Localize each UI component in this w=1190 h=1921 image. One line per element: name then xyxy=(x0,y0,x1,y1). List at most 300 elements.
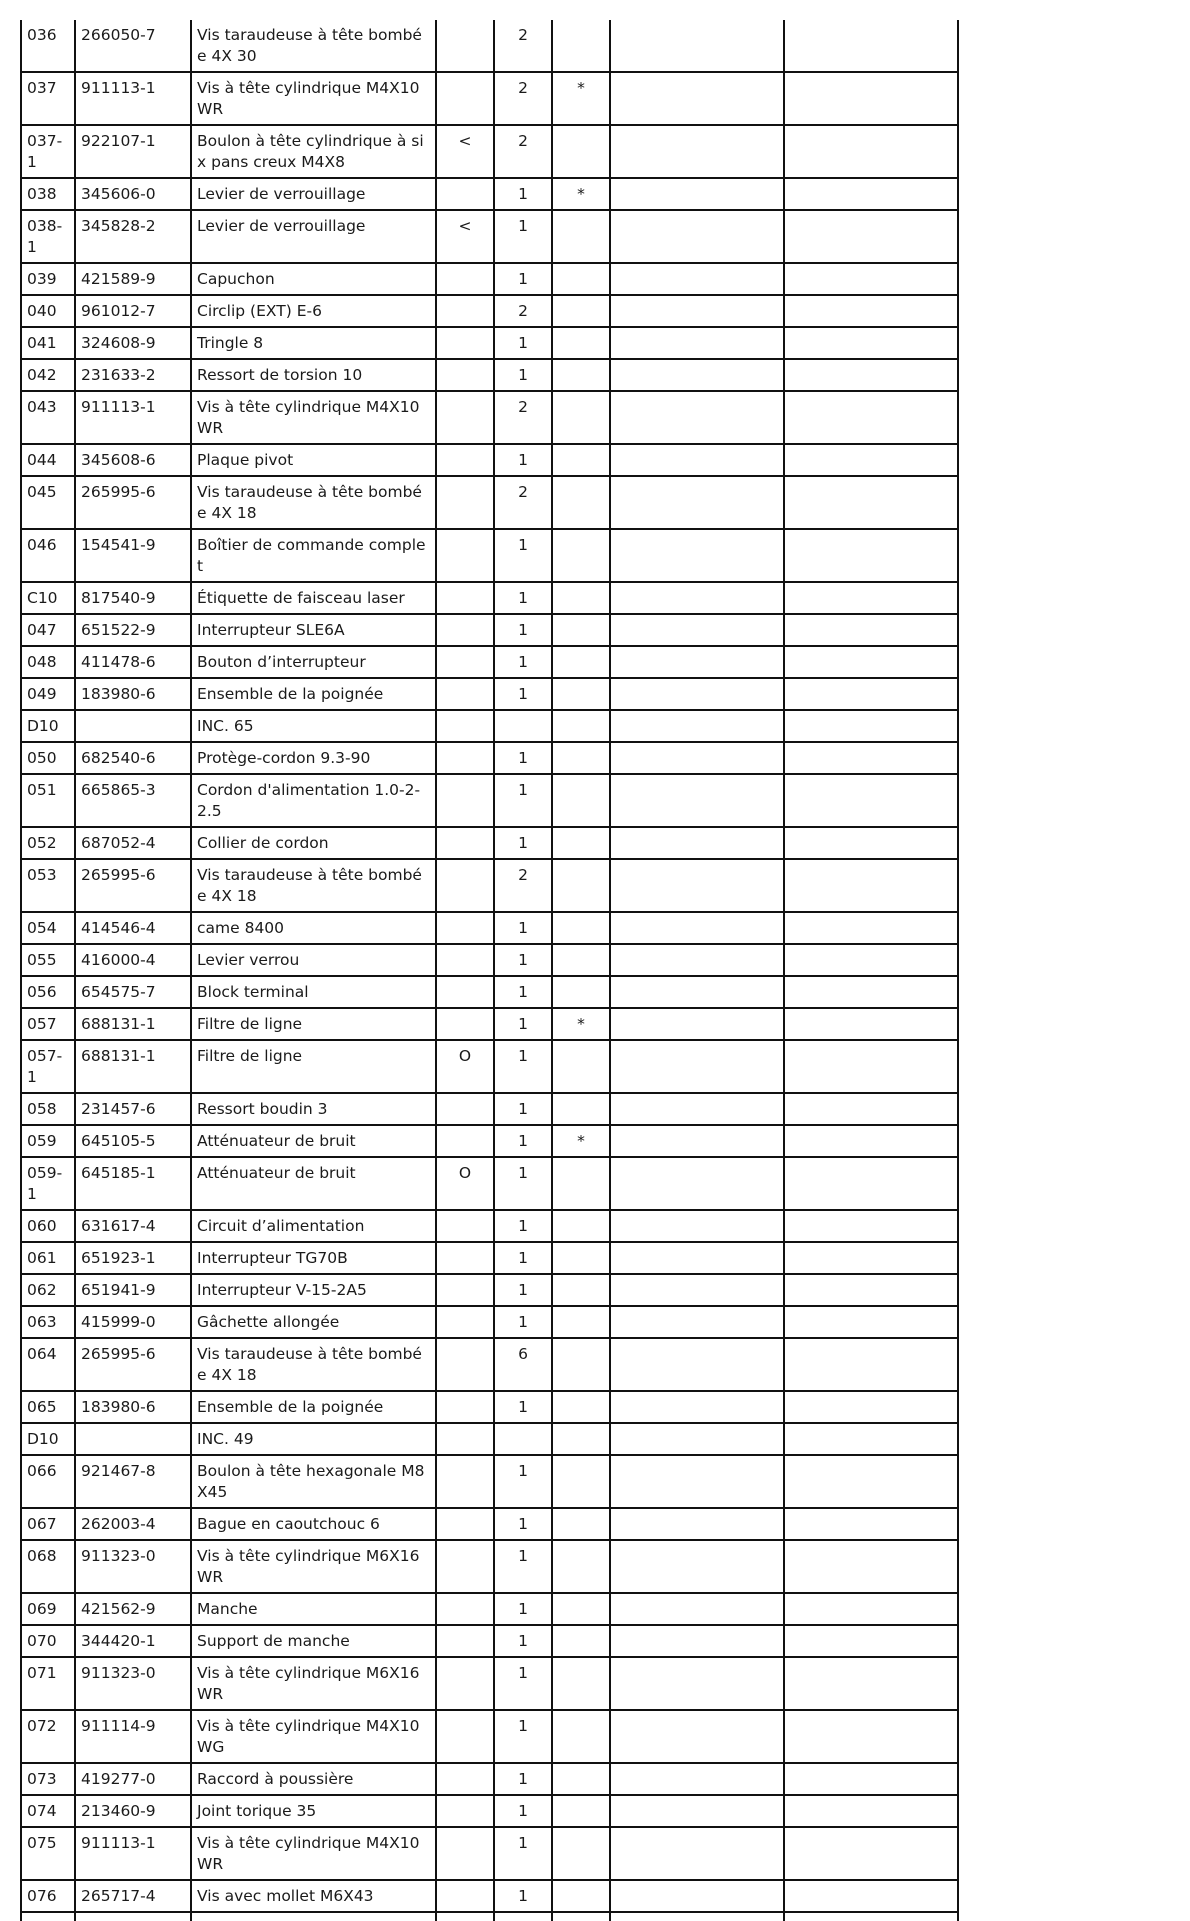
table-row xyxy=(21,678,958,710)
part-number-cell: 651522-9 xyxy=(75,614,191,646)
note-mark-cell xyxy=(552,1391,610,1423)
note-mark-cell xyxy=(552,1710,610,1763)
change-mark-cell xyxy=(436,1593,494,1625)
quantity-cell: 1 xyxy=(494,614,552,646)
note-mark-cell xyxy=(552,1093,610,1125)
note-mark-cell xyxy=(552,1827,610,1880)
quantity-cell xyxy=(494,710,552,742)
part-number-cell: 345606-0 xyxy=(75,178,191,210)
item-number-cell: 055 xyxy=(21,944,75,976)
item-number-cell: 042 xyxy=(21,359,75,391)
note-mark-cell xyxy=(552,1242,610,1274)
table-continuation-row xyxy=(21,1912,958,1921)
change-mark-cell xyxy=(436,178,494,210)
quantity-cell: 6 xyxy=(494,1338,552,1391)
change-mark-cell xyxy=(436,1540,494,1593)
change-mark-cell xyxy=(436,1306,494,1338)
blank-cell-2 xyxy=(784,1795,958,1827)
item-number-cell: 038-1 xyxy=(21,210,75,263)
part-number-cell: 345608-6 xyxy=(75,444,191,476)
description-cell: Atténuateur de bruit xyxy=(191,1125,436,1157)
change-mark-cell: O xyxy=(436,1040,494,1093)
description-cell: Filtre de ligne xyxy=(191,1008,436,1040)
table-row xyxy=(21,582,958,614)
quantity-cell: 2 xyxy=(494,295,552,327)
change-mark-cell xyxy=(436,1625,494,1657)
blank-cell-2 xyxy=(784,359,958,391)
note-mark-cell xyxy=(552,710,610,742)
description-cell: Vis taraudeuse à tête bombée 4X 18 xyxy=(191,859,436,912)
blank-cell-1 xyxy=(610,1763,784,1795)
table-row xyxy=(21,391,958,444)
part-number-cell: 231633-2 xyxy=(75,359,191,391)
quantity-cell: 1 xyxy=(494,1040,552,1093)
item-number-cell: 064 xyxy=(21,1338,75,1391)
table-row xyxy=(21,1593,958,1625)
part-number-cell: 419277-0 xyxy=(75,1763,191,1795)
change-mark-cell xyxy=(436,1242,494,1274)
part-number-cell: 911323-0 xyxy=(75,1657,191,1710)
description-cell: Capuchon xyxy=(191,263,436,295)
blank-cell-1 xyxy=(610,944,784,976)
quantity-cell: 1 xyxy=(494,827,552,859)
description-cell: Ensemble de la poignée xyxy=(191,1391,436,1423)
description-cell: Boulon à tête hexagonale M8X45 xyxy=(191,1455,436,1508)
blank-cell-1 xyxy=(610,710,784,742)
note-mark-cell xyxy=(552,742,610,774)
item-number-cell: 058 xyxy=(21,1093,75,1125)
note-mark-cell xyxy=(552,20,610,72)
blank-cell-2 xyxy=(784,774,958,827)
part-number-cell: 183980-6 xyxy=(75,1391,191,1423)
blank-cell-1 xyxy=(610,178,784,210)
change-mark-cell xyxy=(436,391,494,444)
description-cell: Tringle 8 xyxy=(191,327,436,359)
quantity-cell: 2 xyxy=(494,859,552,912)
part-number-cell: 183980-6 xyxy=(75,678,191,710)
item-number-cell: 048 xyxy=(21,646,75,678)
change-mark-cell xyxy=(436,774,494,827)
blank-cell-1 xyxy=(610,1593,784,1625)
table-row xyxy=(21,263,958,295)
change-mark-cell xyxy=(436,944,494,976)
blank-cell-1 xyxy=(610,210,784,263)
quantity-cell: 2 xyxy=(494,391,552,444)
continuation-cell xyxy=(784,1912,958,1921)
change-mark-cell xyxy=(436,1827,494,1880)
item-number-cell: 057-1 xyxy=(21,1040,75,1093)
part-number-cell: 688131-1 xyxy=(75,1040,191,1093)
table-row xyxy=(21,1827,958,1880)
item-number-cell: 038 xyxy=(21,178,75,210)
blank-cell-2 xyxy=(784,1827,958,1880)
item-number-cell: 037-1 xyxy=(21,125,75,178)
part-number-cell: 911113-1 xyxy=(75,391,191,444)
part-number-cell: 411478-6 xyxy=(75,646,191,678)
item-number-cell: 051 xyxy=(21,774,75,827)
part-number-cell: 414546-4 xyxy=(75,912,191,944)
part-number-cell: 416000-4 xyxy=(75,944,191,976)
part-number-cell: 265995-6 xyxy=(75,859,191,912)
change-mark-cell xyxy=(436,1338,494,1391)
item-number-cell: 057 xyxy=(21,1008,75,1040)
blank-cell-2 xyxy=(784,859,958,912)
part-number-cell: 911323-0 xyxy=(75,1540,191,1593)
table-row xyxy=(21,774,958,827)
blank-cell-1 xyxy=(610,72,784,125)
part-number-cell: 262003-4 xyxy=(75,1508,191,1540)
change-mark-cell xyxy=(436,529,494,582)
change-mark-cell xyxy=(436,646,494,678)
note-mark-cell xyxy=(552,646,610,678)
note-mark-cell xyxy=(552,210,610,263)
blank-cell-2 xyxy=(784,444,958,476)
blank-cell-1 xyxy=(610,1508,784,1540)
note-mark-cell xyxy=(552,391,610,444)
blank-cell-2 xyxy=(784,1625,958,1657)
table-row xyxy=(21,614,958,646)
blank-cell-2 xyxy=(784,1306,958,1338)
quantity-cell: 2 xyxy=(494,125,552,178)
blank-cell-2 xyxy=(784,72,958,125)
change-mark-cell: < xyxy=(436,125,494,178)
blank-cell-1 xyxy=(610,391,784,444)
change-mark-cell xyxy=(436,327,494,359)
blank-cell-1 xyxy=(610,1540,784,1593)
description-cell: Vis à tête cylindrique M4X10 WG xyxy=(191,1710,436,1763)
part-number-cell: 687052-4 xyxy=(75,827,191,859)
part-number-cell: 231457-6 xyxy=(75,1093,191,1125)
quantity-cell: 1 xyxy=(494,359,552,391)
description-cell: Vis à tête cylindrique M6X16 WR xyxy=(191,1540,436,1593)
blank-cell-2 xyxy=(784,1274,958,1306)
quantity-cell: 1 xyxy=(494,774,552,827)
table-row xyxy=(21,295,958,327)
table-row xyxy=(21,1455,958,1508)
blank-cell-1 xyxy=(610,859,784,912)
blank-cell-1 xyxy=(610,1210,784,1242)
change-mark-cell xyxy=(436,1210,494,1242)
table-row xyxy=(21,1338,958,1391)
table-row xyxy=(21,125,958,178)
description-cell: Collier de cordon xyxy=(191,827,436,859)
table-row xyxy=(21,476,958,529)
note-mark-cell xyxy=(552,944,610,976)
description-cell: Boîtier de commande complet xyxy=(191,529,436,582)
note-mark-cell xyxy=(552,1508,610,1540)
note-mark-cell xyxy=(552,976,610,1008)
continuation-cell xyxy=(21,1912,75,1921)
description-cell: Interrupteur V-15-2A5 xyxy=(191,1274,436,1306)
blank-cell-2 xyxy=(784,1880,958,1912)
quantity-cell: 1 xyxy=(494,1455,552,1508)
description-cell: Vis à tête cylindrique M4X10 WR xyxy=(191,72,436,125)
blank-cell-2 xyxy=(784,1125,958,1157)
blank-cell-1 xyxy=(610,1242,784,1274)
blank-cell-2 xyxy=(784,295,958,327)
blank-cell-1 xyxy=(610,1795,784,1827)
note-mark-cell xyxy=(552,476,610,529)
table-row xyxy=(21,1210,958,1242)
blank-cell-1 xyxy=(610,1093,784,1125)
blank-cell-2 xyxy=(784,827,958,859)
quantity-cell xyxy=(494,1423,552,1455)
blank-cell-2 xyxy=(784,678,958,710)
blank-cell-2 xyxy=(784,1710,958,1763)
table-row xyxy=(21,1008,958,1040)
part-number-cell: 961012-7 xyxy=(75,295,191,327)
note-mark-cell xyxy=(552,1880,610,1912)
item-number-cell: 037 xyxy=(21,72,75,125)
change-mark-cell xyxy=(436,20,494,72)
continuation-cell xyxy=(494,1912,552,1921)
item-number-cell: 065 xyxy=(21,1391,75,1423)
change-mark-cell xyxy=(436,1508,494,1540)
blank-cell-1 xyxy=(610,1827,784,1880)
change-mark-cell xyxy=(436,444,494,476)
table-row xyxy=(21,529,958,582)
item-number-cell: 059 xyxy=(21,1125,75,1157)
change-mark-cell xyxy=(436,1880,494,1912)
part-number-cell: 645105-5 xyxy=(75,1125,191,1157)
blank-cell-2 xyxy=(784,710,958,742)
table-row xyxy=(21,1157,958,1210)
part-number-cell: 682540-6 xyxy=(75,742,191,774)
note-mark-cell xyxy=(552,1455,610,1508)
table-row xyxy=(21,1306,958,1338)
quantity-cell: 1 xyxy=(494,1710,552,1763)
item-number-cell: 059-1 xyxy=(21,1157,75,1210)
blank-cell-2 xyxy=(784,1540,958,1593)
continuation-cell xyxy=(75,1912,191,1921)
quantity-cell: 1 xyxy=(494,1242,552,1274)
note-mark-cell xyxy=(552,295,610,327)
quantity-cell: 1 xyxy=(494,178,552,210)
continuation-cell xyxy=(610,1912,784,1921)
table-row xyxy=(21,20,958,72)
blank-cell-2 xyxy=(784,614,958,646)
quantity-cell: 1 xyxy=(494,1795,552,1827)
note-mark-cell xyxy=(552,582,610,614)
note-mark-cell xyxy=(552,263,610,295)
description-cell: Block terminal xyxy=(191,976,436,1008)
blank-cell-1 xyxy=(610,1040,784,1093)
item-number-cell: 046 xyxy=(21,529,75,582)
quantity-cell: 1 xyxy=(494,1391,552,1423)
description-cell: Ressort de torsion 10 xyxy=(191,359,436,391)
blank-cell-1 xyxy=(610,529,784,582)
blank-cell-1 xyxy=(610,1125,784,1157)
blank-cell-2 xyxy=(784,1657,958,1710)
change-mark-cell xyxy=(436,678,494,710)
part-number-cell: 265995-6 xyxy=(75,1338,191,1391)
blank-cell-2 xyxy=(784,1157,958,1210)
part-number-cell: 922107-1 xyxy=(75,125,191,178)
note-mark-cell xyxy=(552,1657,610,1710)
quantity-cell: 1 xyxy=(494,1008,552,1040)
note-mark-cell: * xyxy=(552,72,610,125)
quantity-cell: 2 xyxy=(494,20,552,72)
note-mark-cell xyxy=(552,827,610,859)
table-row xyxy=(21,710,958,742)
blank-cell-1 xyxy=(610,263,784,295)
table-row xyxy=(21,72,958,125)
change-mark-cell xyxy=(436,1657,494,1710)
item-number-cell: 076 xyxy=(21,1880,75,1912)
quantity-cell: 1 xyxy=(494,678,552,710)
description-cell: Circuit d’alimentation xyxy=(191,1210,436,1242)
part-number-cell: 688131-1 xyxy=(75,1008,191,1040)
quantity-cell: 1 xyxy=(494,1657,552,1710)
quantity-cell: 1 xyxy=(494,1306,552,1338)
blank-cell-1 xyxy=(610,827,784,859)
item-number-cell: 044 xyxy=(21,444,75,476)
quantity-cell: 1 xyxy=(494,210,552,263)
note-mark-cell xyxy=(552,1040,610,1093)
table-row xyxy=(21,1242,958,1274)
description-cell: Interrupteur TG70B xyxy=(191,1242,436,1274)
blank-cell-2 xyxy=(784,912,958,944)
change-mark-cell xyxy=(436,1274,494,1306)
blank-cell-2 xyxy=(784,1423,958,1455)
blank-cell-1 xyxy=(610,912,784,944)
blank-cell-1 xyxy=(610,976,784,1008)
note-mark-cell xyxy=(552,1625,610,1657)
blank-cell-1 xyxy=(610,1657,784,1710)
change-mark-cell xyxy=(436,614,494,646)
quantity-cell: 1 xyxy=(494,1508,552,1540)
description-cell: came 8400 xyxy=(191,912,436,944)
change-mark-cell: < xyxy=(436,210,494,263)
description-cell: Vis à tête cylindrique M4X10 WR xyxy=(191,391,436,444)
description-cell: Vis à tête cylindrique M4X10 WR xyxy=(191,1827,436,1880)
blank-cell-1 xyxy=(610,646,784,678)
note-mark-cell xyxy=(552,678,610,710)
blank-cell-1 xyxy=(610,774,784,827)
quantity-cell: 1 xyxy=(494,1625,552,1657)
blank-cell-1 xyxy=(610,1710,784,1763)
item-number-cell: 047 xyxy=(21,614,75,646)
table-row xyxy=(21,1625,958,1657)
item-number-cell: 036 xyxy=(21,20,75,72)
note-mark-cell xyxy=(552,1338,610,1391)
quantity-cell: 1 xyxy=(494,327,552,359)
change-mark-cell xyxy=(436,263,494,295)
description-cell: Bague en caoutchouc 6 xyxy=(191,1508,436,1540)
change-mark-cell xyxy=(436,912,494,944)
item-number-cell: 071 xyxy=(21,1657,75,1710)
blank-cell-1 xyxy=(610,1625,784,1657)
table-row xyxy=(21,1508,958,1540)
table-row xyxy=(21,1093,958,1125)
blank-cell-2 xyxy=(784,476,958,529)
table-row xyxy=(21,444,958,476)
description-cell: Vis taraudeuse à tête bombée 4X 30 xyxy=(191,20,436,72)
blank-cell-2 xyxy=(784,1391,958,1423)
part-number-cell: 911113-1 xyxy=(75,1827,191,1880)
item-number-cell: 073 xyxy=(21,1763,75,1795)
quantity-cell: 1 xyxy=(494,1763,552,1795)
item-number-cell: 053 xyxy=(21,859,75,912)
part-number-cell xyxy=(75,1423,191,1455)
description-cell: INC. 65 xyxy=(191,710,436,742)
item-number-cell: 074 xyxy=(21,1795,75,1827)
part-number-cell: 421589-9 xyxy=(75,263,191,295)
description-cell: Levier verrou xyxy=(191,944,436,976)
blank-cell-1 xyxy=(610,20,784,72)
note-mark-cell xyxy=(552,1306,610,1338)
note-mark-cell xyxy=(552,359,610,391)
item-number-cell: 070 xyxy=(21,1625,75,1657)
part-number-cell: 421562-9 xyxy=(75,1593,191,1625)
table-row xyxy=(21,327,958,359)
part-number-cell: 911114-9 xyxy=(75,1710,191,1763)
item-number-cell: 067 xyxy=(21,1508,75,1540)
description-cell: Manche xyxy=(191,1593,436,1625)
change-mark-cell xyxy=(436,1795,494,1827)
part-number-cell: 651941-9 xyxy=(75,1274,191,1306)
quantity-cell: 1 xyxy=(494,1880,552,1912)
note-mark-cell xyxy=(552,444,610,476)
blank-cell-1 xyxy=(610,1338,784,1391)
part-number-cell: 265717-4 xyxy=(75,1880,191,1912)
note-mark-cell xyxy=(552,1593,610,1625)
table-row xyxy=(21,1391,958,1423)
note-mark-cell xyxy=(552,774,610,827)
table-row xyxy=(21,359,958,391)
blank-cell-2 xyxy=(784,582,958,614)
part-number-cell: 265995-6 xyxy=(75,476,191,529)
blank-cell-2 xyxy=(784,327,958,359)
change-mark-cell xyxy=(436,1423,494,1455)
part-number-cell: 415999-0 xyxy=(75,1306,191,1338)
blank-cell-2 xyxy=(784,391,958,444)
description-cell: Gâchette allongée xyxy=(191,1306,436,1338)
change-mark-cell xyxy=(436,582,494,614)
change-mark-cell xyxy=(436,1455,494,1508)
blank-cell-2 xyxy=(784,1210,958,1242)
item-number-cell: D10 xyxy=(21,1423,75,1455)
blank-cell-2 xyxy=(784,20,958,72)
continuation-cell xyxy=(552,1912,610,1921)
item-number-cell: 062 xyxy=(21,1274,75,1306)
blank-cell-2 xyxy=(784,1593,958,1625)
part-number-cell: 911113-1 xyxy=(75,72,191,125)
blank-cell-1 xyxy=(610,444,784,476)
blank-cell-1 xyxy=(610,125,784,178)
blank-cell-2 xyxy=(784,529,958,582)
description-cell: Vis avec mollet M6X43 xyxy=(191,1880,436,1912)
part-number-cell: 651923-1 xyxy=(75,1242,191,1274)
part-number-cell: 654575-7 xyxy=(75,976,191,1008)
change-mark-cell xyxy=(436,359,494,391)
blank-cell-2 xyxy=(784,1008,958,1040)
change-mark-cell xyxy=(436,1710,494,1763)
quantity-cell: 1 xyxy=(494,1210,552,1242)
item-number-cell: 068 xyxy=(21,1540,75,1593)
description-cell: Circlip (EXT) E-6 xyxy=(191,295,436,327)
description-cell: Support de manche xyxy=(191,1625,436,1657)
quantity-cell: 1 xyxy=(494,1827,552,1880)
part-number-cell: 344420-1 xyxy=(75,1625,191,1657)
description-cell: Interrupteur SLE6A xyxy=(191,614,436,646)
part-number-cell: 154541-9 xyxy=(75,529,191,582)
table-row xyxy=(21,210,958,263)
part-number-cell: 324608-9 xyxy=(75,327,191,359)
item-number-cell: 072 xyxy=(21,1710,75,1763)
part-number-cell: 817540-9 xyxy=(75,582,191,614)
table-row xyxy=(21,742,958,774)
